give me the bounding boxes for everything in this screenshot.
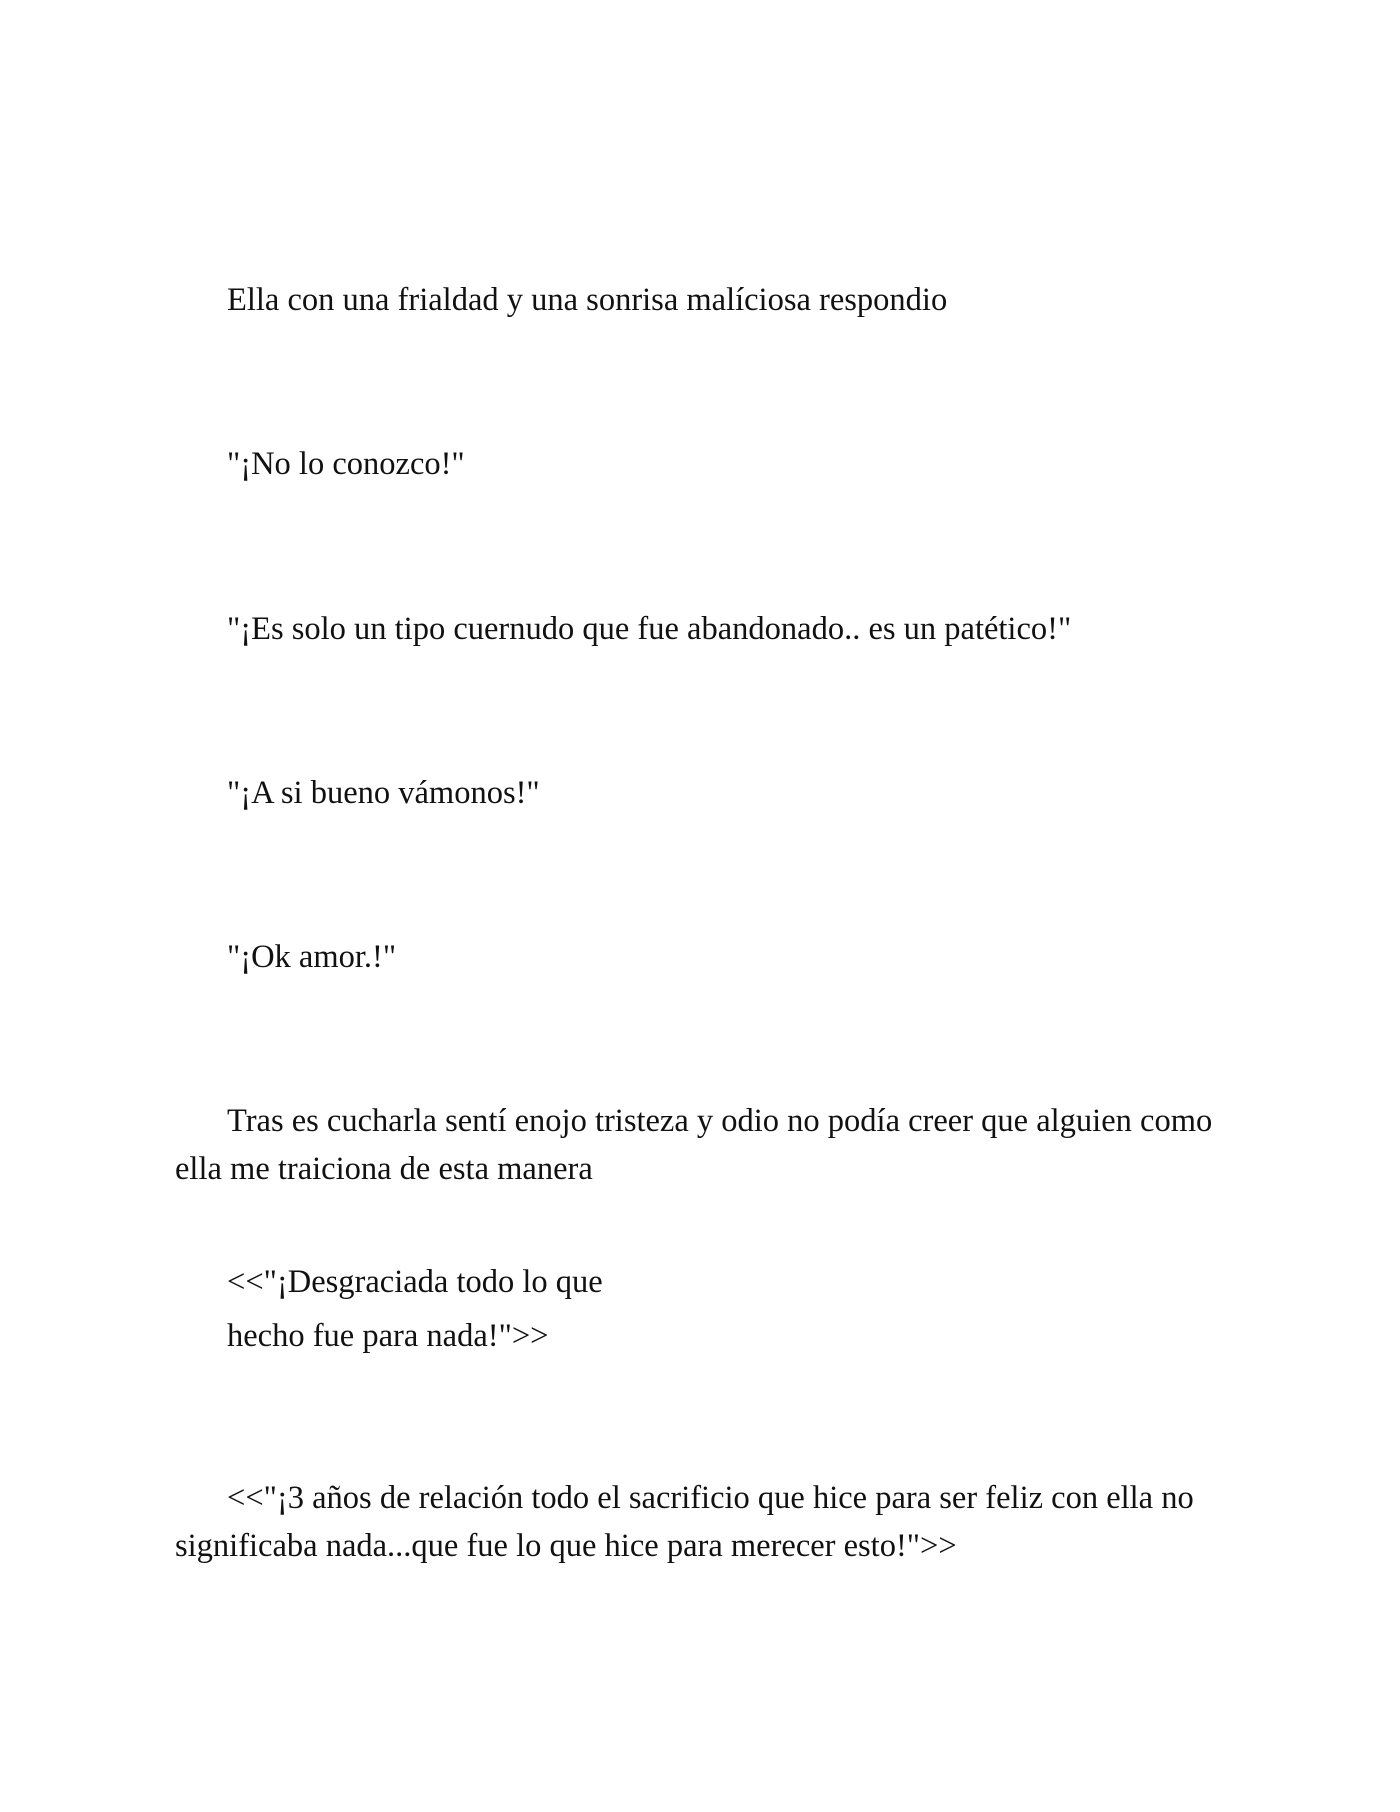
paragraph-3: "¡Es solo un tipo cuernudo que fue abandonado.. es un patético!": [227, 611, 1072, 647]
paragraph-1: Ella con una frialdad y una sonrisa malíciosa respondio: [227, 282, 948, 318]
paragraph-7-line-1: <<"¡Desgraciada todo lo que: [227, 1264, 603, 1300]
paragraph-5: "¡Ok amor.!": [227, 939, 397, 975]
paragraph-2: "¡No lo conozco!": [227, 446, 465, 482]
paragraph-6: Tras es cucharla sentí enojo tristeza y odio no podía creer que alguien como ella me traiciona de esta manera: [175, 1103, 1213, 1187]
paragraph-7: [227, 1255, 1220, 1363]
paragraph-7-line-2: hecho fue para nada!">>: [227, 1318, 549, 1354]
paragraph-4: "¡A si bueno vámonos!": [227, 775, 540, 811]
paragraph-8: <<"¡3 años de relación todo el sacrificio que hice para ser feliz con ella no significaba nada...que fue lo que hice para merecer esto!">>: [175, 1480, 1194, 1564]
